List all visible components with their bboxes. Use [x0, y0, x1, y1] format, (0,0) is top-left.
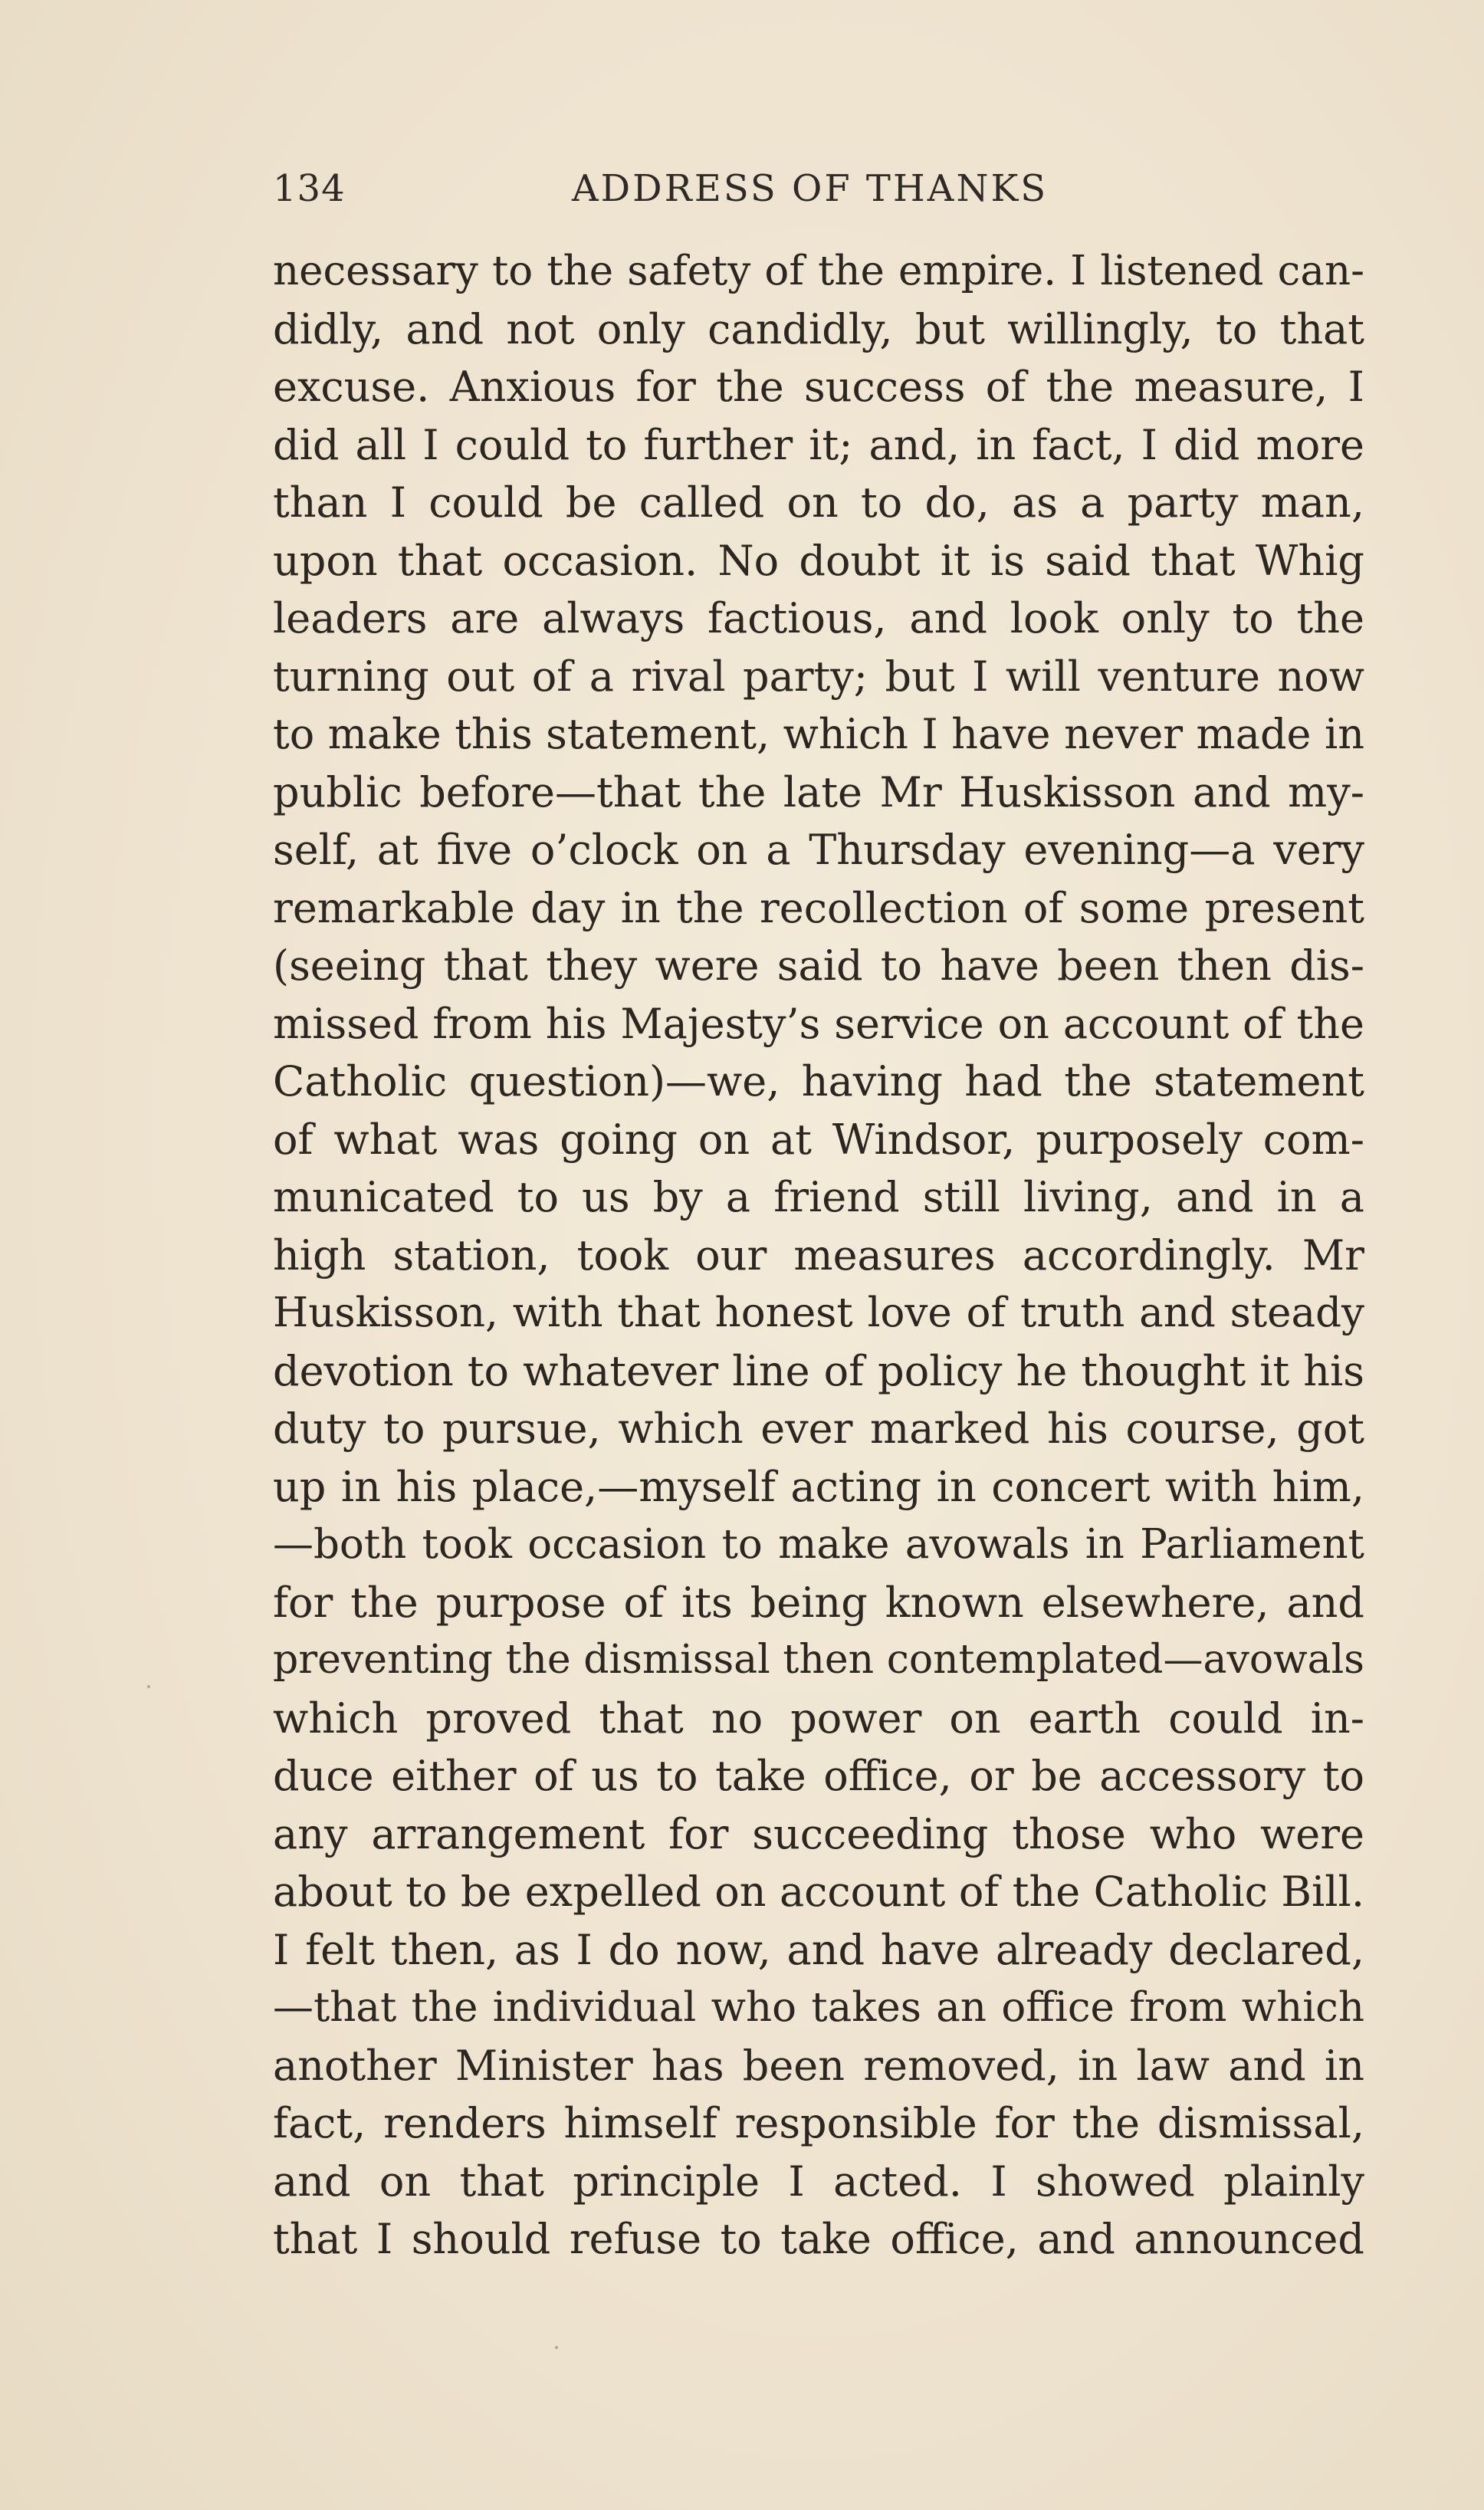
text-line: remarkable day in the recollection of some present [273, 883, 1364, 932]
text-line: about to be expelled on account of the Catholic Bill. [273, 1868, 1364, 1916]
text-line: —that the individual who takes an office from which [273, 1984, 1364, 2031]
paper-speck [555, 2346, 558, 2349]
text-line: fact, renders himself responsible for the dismissal, [273, 2099, 1364, 2147]
text-line: Huskisson, with that honest love of truth and steady [273, 1289, 1364, 1336]
text-line: excuse. Anxious for the success of the measure, I [273, 363, 1364, 411]
text-line: another Minister has been removed, in law and in [273, 2041, 1364, 2090]
text-line: any arrangement for succeeding those who were [273, 1809, 1364, 1858]
text-line: upon that occasion. No doubt it is said that Whig [273, 536, 1364, 585]
text-line: which proved that no power on earth could in- [273, 1694, 1364, 1743]
text-line: —both took occasion to make avowals in Parliament [273, 1521, 1364, 1568]
text-line: municated to us by a friend still living, and in a [273, 1173, 1364, 1221]
page-number: 134 [273, 167, 346, 210]
text-line: leaders are always factious, and look only to the [273, 594, 1364, 642]
text-line: public before—that the late Mr Huskisson and my- [273, 767, 1364, 816]
text-line: turning out of a rival party; but I will venture now [273, 652, 1364, 701]
text-line: did all I could to further it; and, in fact, I did more [273, 420, 1364, 469]
text-line: of what was going on at Windsor, purposely com- [273, 1115, 1364, 1164]
text-line: I felt then, as I do now, and have already declared, [273, 1925, 1364, 1974]
text-line: up in his place,—myself acting in concert with him, [273, 1462, 1364, 1511]
paper-speck [147, 1685, 150, 1688]
text-line: duce either of us to take office, or be accessory to [273, 1752, 1364, 1800]
text-line: to make this statement, which I have never made in [273, 710, 1364, 758]
text-line: self, at five o’clock on a Thursday evening—a very [273, 826, 1364, 874]
running-head: ADDRESS OF THANKS [572, 167, 1049, 210]
text-line: Catholic question)—we, having had the statement [273, 1057, 1364, 1106]
text-line: necessary to the safety of the empire. I listened can- [273, 248, 1364, 294]
text-line: and on that principle I acted. I showed plainly [273, 2157, 1364, 2206]
text-line: for the purpose of its being known elsewhere, and [273, 1578, 1364, 1627]
text-line: duty to pursue, which ever marked his course, got [273, 1404, 1364, 1453]
body-text [273, 242, 1364, 2269]
text-line: devotion to whatever line of policy he thought it his [273, 1346, 1364, 1395]
text-line: (seeing that they were said to have been then dis- [273, 941, 1364, 990]
text-line: preventing the dismissal then contemplated—avowals [273, 1637, 1364, 1683]
page-header [273, 153, 1364, 215]
text-line: missed from his Majesty’s service on account of the [273, 999, 1364, 1048]
text-line: high station, took our measures accordingly. Mr [273, 1230, 1364, 1280]
text-line: didly, and not only candidly, but willingly, to that [273, 304, 1364, 353]
text-line: than I could be called on to do, as a party man, [273, 478, 1364, 527]
text-line: that I should refuse to take office, and announced [273, 2215, 1364, 2263]
